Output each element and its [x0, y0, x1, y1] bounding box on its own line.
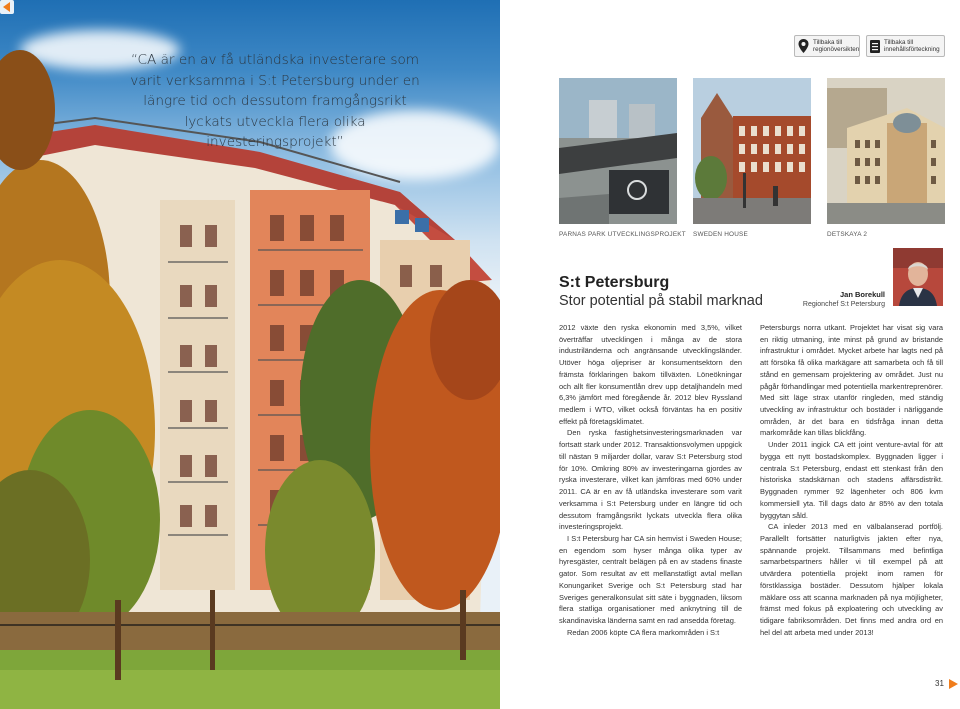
- paragraph: 2012 växte den ryska ekonomin med 3,5%, vilket överträffar utvecklingen i många av de stora industriländerna och angränsande utvecklingsländer. Utöver höga oljepriser är konsumentsektorn den främsta förklaringen bakom tillväxten. Löneökningar och allt fler konsumentlån drev upp detaljhandeln med 6,3% jämfört med föregående år. 2012 blev Ryssland medlem i WTO, vilket också förväntas ha en positiv effekt på företagsklimatet.: [559, 323, 742, 426]
- previous-page-arrow-icon[interactable]: [0, 0, 14, 14]
- back-to-index-label: Tillbaka till innehållsförteckning: [884, 39, 940, 53]
- page-number: 31: [935, 679, 944, 688]
- project-photo-parnas-park: [559, 78, 677, 224]
- paragraph: Redan 2006 köpte CA flera markområden i S:t: [567, 627, 720, 637]
- article-title: S:t Petersburg: [559, 274, 670, 291]
- paragraph: Petersburgs norra utkant. Projektet har visat sig vara en riktig utmaning, inte minst på grund av bristande infrastruktur i området. Mycket arbete har lagts ned på att försöka få olika markägare att samarbeta och få till stånd en gemensam projektering av området. Just nu pågår förhandlingar med potentiella markentreprenörer. Med sitt läge strax utanför ringleden, med ständig utveckling av infrastruktur och bostäder i närliggande områden, är det bara en tidsfråga innan detta markområde kan tillas blickfång.: [760, 323, 943, 438]
- article-column-2: [760, 322, 943, 638]
- caption-parnas-park: PARNAS PARK UTVECKLINGSPROJEKT: [559, 231, 686, 238]
- author-portrait: [893, 248, 943, 306]
- paragraph: Den ryska fastighetsinvesteringsmarknaden var fortsatt stark under 2012. Transaktionsvolymen uppgick till nästan 9 miljarder dollar, varav S:t Petersburg stod för 10%. Omkring 80% av investeringarna gjordes av ryska investerare, vilket kan jämföras med 60% under 2011. CA är en av få utländska investerare som varit verksamma i S:t Petersburg under en längre tid och dessutom framgångsrikt lyckats utveckla flera olika investeringsprojekt.: [559, 428, 742, 532]
- map-pin-icon: [798, 38, 809, 54]
- paragraph: I S:t Petersburg har CA sin hemvist i Sweden House; en egendom som hyser många olika typer av hyresgäster, centralt belägen på en av stadens finaste gator. Som resultat av ett mellanstatligt avtal mellan Konungariket Sverige och S:t Petersburg stad har Sveriges generalkonsulat sitt säte i byggnaden, liksom flera statliga organisationer med anknytning till de skandinaviska länderna samt en rad ansedda företag.: [559, 533, 742, 625]
- caption-sweden-house: SWEDEN HOUSE: [693, 231, 748, 238]
- back-to-region-label: Tillbaka till regionöversikten: [813, 39, 860, 53]
- list-icon: [870, 38, 880, 54]
- next-page-arrow-icon[interactable]: [947, 678, 959, 690]
- project-photo-detskaya-2: [827, 78, 945, 224]
- back-to-index-button[interactable]: [866, 35, 945, 57]
- author-name: Jan Borekull: [839, 290, 885, 299]
- author-role: Regionchef S:t Petersburg: [802, 301, 885, 308]
- back-to-region-button[interactable]: [794, 35, 860, 57]
- caption-detskaya-2: DETSKAYA 2: [827, 231, 868, 238]
- article-page: [500, 0, 960, 709]
- project-photo-sweden-house: [693, 78, 811, 224]
- paragraph: Under 2011 ingick CA ett joint venture-avtal för att bygga ett nytt bostadskomplex. Byggnaden ligger i centrala S:t Petersburg, endast ett stenkast från den historiska stadskärnan och stadens affärsdistrikt. Byggnaden rymmer 92 lägenheter och 806 kvm kommersiell yta. Till dags dato är 85% av den totala byggytan såld.: [760, 440, 943, 520]
- article-subtitle: Stor potential på stabil marknad: [559, 293, 763, 309]
- paragraph: CA inleder 2013 med en välbalanserad portfölj. Parallellt fortsätter naturligtvis jakten efter nya, spännande projekt. Tillsammans med befintliga samarbetspartners håller vi till exempel på att utvärdera potentiella projekt inom ramen för förstklassiga bostäder. Dessutom hjälper lokala mäklare oss att scanna marknaden på nya möjligheter, främst med fokus på exploatering och utveckling av tidigare fabriksområden. Det finns med andra ord en hel del att arbeta med under 2013!: [760, 522, 943, 637]
- article-column-1: [559, 322, 742, 638]
- pull-quote: “CA är en av få utländska investerare som varit verksamma i S:t Petersburg under en längre tid och dessutom framgångsrikt lyckats utveckla flera olika investeringsprojekt”: [130, 52, 420, 150]
